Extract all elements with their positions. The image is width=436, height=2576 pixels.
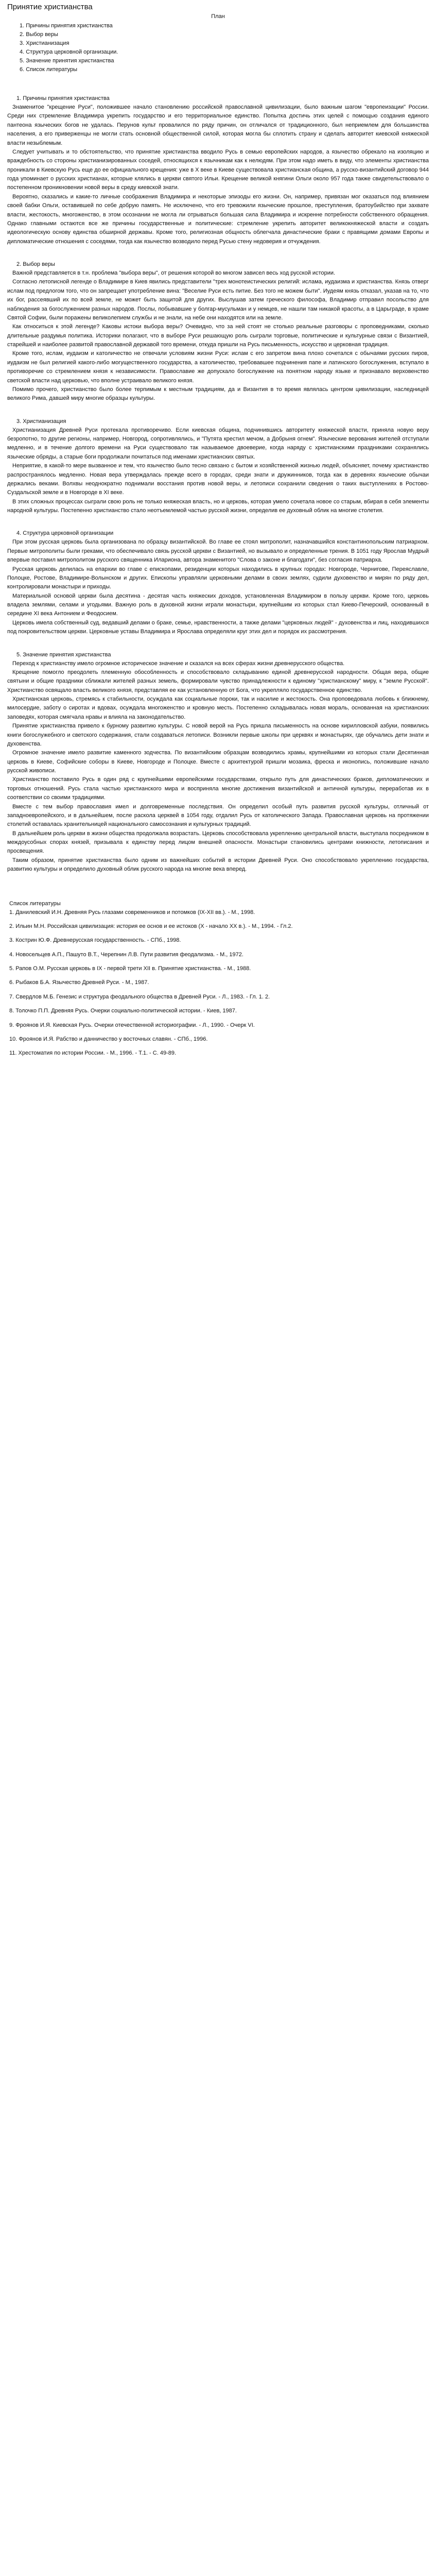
paragraph: Следует учитывать и то обстоятельство, что принятие христианства вводило Русь в семью европейских народов, а язычество обрекало на изоляцию и враждебность со стороны христианизированных соседей, относящихся к язычникам как к нелюдям. При этом надо иметь в виду, что элементы христианства проникали в Киевскую Русь еще до ее официального крещения: уже в X веке в Киеве существовала христианская община, а русско-византийский договор 944 года упоминает о русских христианах, которые клялись в церкви святого Ильи. Крещение великой княгини Ольги около 957 года также свидетельствовало о постепенном проникновении новой веры в среду киевской знати. [7, 148, 429, 191]
toc-item: 2. Выбор веры [20, 31, 58, 38]
paragraph: Христианская церковь, стремясь к стабильности, осуждала как социальные пороки, так и насилие и жестокость. Она проповедовала любовь к ближнему, милосердие, заботу о сиротах и вдовах, осуждала многоженство и кровную месть. Постепенно складывалась новая мораль, основанная на христианских заповедях, которая смягчала нравы и влияла на законодательство. [7, 696, 429, 720]
plan-heading: План [211, 13, 225, 20]
references-list [7, 908, 429, 1058]
spacer [7, 637, 429, 650]
reference-item: 9. Фроянов И.Я. Киевская Русь. Очерки отечественной историографии. - Л., 1990. - Очерк VI. [9, 1022, 255, 1028]
paragraph: Христианизация Древней Руси протекала противоречиво. Если киевская община, подчинившись авторитету княжеской власти, приняла новую веру безропотно, то другие регионы, например, Новгород, сопротивлялись, и "Путята крестил мечом, а Добрыня огнем". Языческие верования жителей отступали медленно, и в течение долгого времени на Руси существовало так называемое двоеверие, когда наряду с христианскими праздниками сохранялись языческие обряды, а старые боги продолжали почитаться под именами христианских святых. [7, 427, 429, 460]
paragraph: Церковь имела собственный суд, ведавший делами о браке, семье, нравственности, а также делами "церковных людей" - духовенства и лиц, находившихся под покровительством церкви. Церковные уставы Владимира и Ярослава определяли круг этих дел и порядок их рассмотрения. [7, 619, 429, 635]
references-title: Список литературы [9, 900, 61, 907]
document-title: Принятие христианства [7, 3, 93, 11]
reference-item: 5. Рапов О.М. Русская церковь в IX - первой трети XII в. Принятие христианства. - М., 1988. [9, 965, 251, 972]
section-heading: 2. Выбор веры [16, 261, 55, 267]
paragraph: Кроме того, ислам, иудаизм и католичество не отвечали условиям жизни Руси: ислам с его запретом вина плохо сочетался с обычаями русских пиров, иудаизм не был религией какого-либо могущественного государства, а католичество, требовавшее подчинения папе и латинского богослужения, вступало в противоречие со стремлением князя к независимости. Православие же допускало богослужение на понятном народу языке и признавало верховенство светской власти над церковью, что вполне устраивало великого князя. [7, 350, 429, 384]
paragraph: Как относиться к этой легенде? Каковы истоки выбора веры? Очевидно, что за ней стоят не столько реальные разговоры с проповедниками, сколько длительные раздумья политика. Историки полагают, что в выборе Руси решающую роль сыграли торговые, политические и культурные связи с Византией, старейшей и наиболее развитой православной державой того времени, откуда пришли на Русь письменность, искусство и церковная традиция. [7, 324, 429, 348]
paragraph: Важной представляется в т.н. проблема "выбора веры", от решения которой во многом зависел весь ход русской истории. [12, 270, 336, 276]
paragraph: Таким образом, принятие христианства было одним из важнейших событий в истории Древней Руси. Оно способствовало укреплению государства, развитию культуры и определило духовный облик русского народа на многие века вперед. [7, 857, 429, 873]
document-page [0, 0, 436, 1058]
paragraph: Неприятие, в какой-то мере вызванное и тем, что язычество было тесно связано с бытом и хозяйственной жизнью людей, объясняет, почему христианство распространялось медленно. Новая вера утверждалась прежде всего в городах, среди знати и дружинников, тогда как в деревнях языческие обычаи держались веками. Волхвы неоднократно поднимали восстания против новой веры, и летописи сохранили сведения о таких выступлениях в Ростово-Суздальской земле и в Новгороде в XI веке. [7, 463, 429, 496]
section [7, 260, 429, 403]
paragraph: В этих сложных процессах сыграли свою роль не только княжеская власть, но и церковь, которая умело сочетала новое со старым, вбирая в себя элементы народной культуры. Постепенно христианство стало неотъемлемой частью русской жизни, определив ее духовный облик на многие столетия. [7, 498, 429, 514]
paragraph: Принятие христианства привело к бурному развитию культуры. С новой верой на Русь пришла письменность на основе кирилловской азбуки, появились книги богослужебного и светского содержания, стали создаваться летописи. Возникли первые школы при церквях и монастырях, где обучались дети знати и духовенства. [7, 723, 429, 747]
reference-item: 8. Толочко П.П. Древняя Русь. Очерки социально-политической истории. - Киев, 1987. [9, 1008, 237, 1014]
section-heading: 3. Христианизация [16, 418, 66, 425]
section-heading: 5. Значение принятия христианства [16, 651, 111, 658]
toc-item: 4. Структура церковной организации. [20, 49, 118, 55]
reference-item: 2. Ильин М.Н. Российская цивилизация: история ее основ и ее истоков (X - начало XX в.). - М., 1994. - Гл.2. [9, 923, 293, 929]
toc-item: 5. Значение принятия христианства [20, 58, 114, 64]
paragraph: При этом русская церковь была организована по образцу византийской. Во главе ее стоял митрополит, назначавшийся константинопольским патриархом. Первые митрополиты были греками, что обеспечивало связь русской церкви с Византией, но вызывало и определенные трения. В 1051 году Ярослав Мудрый впервые поставил митрополитом русского священника Илариона, автора знаменитого "Слова о законе и благодати", без согласия патриарха. [7, 539, 429, 564]
section-heading: 4. Структура церковной организации [16, 530, 114, 537]
section [7, 417, 429, 516]
spacer [7, 874, 429, 899]
paragraph: Переход к христианству имело огромное историческое значение и сказался на всех сферах жизни древнерусского общества. [12, 660, 345, 667]
reference-item: 1. Данилевский И.Н. Древняя Русь глазами современников и потомков (IX-XII вв.). - М., 1998. [9, 909, 255, 916]
reference-item: 10. Фроянов И.Я. Рабство и данничество у восточных славян. - СПб., 1996. [9, 1036, 208, 1042]
paragraph: Знаменитое "крещение Руси", положившее начало становлению российской православной цивилизации, было важным шагом "европеизации" России. Среди них стремление Владимира укрепить государство и его территориальное единство. Попытка достичь этих целей с помощью создания единого пантеона языческих богов не удалась. Перунов культ провалился по ряду причин, он отличался от традиционного, был неприемлем для большинства населения, а его приверженцы не могли стать основной общественной силой, которая могла бы сплотить страну и сделать авторитет киевской княжеской власти незыблемым. [7, 104, 429, 146]
table-of-contents [7, 22, 429, 74]
paragraph: Материальной основой церкви была десятина - десятая часть княжеских доходов, установленная Владимиром в пользу церкви. Кроме того, церковь владела землями, селами и угодьями. Важную роль в духовной жизни играли монастыри, крупнейшим из которых стал Киево-Печерский, основанный в середине XI века Антонием и Феодосием. [7, 592, 429, 617]
paragraph: Огромное значение имело развитие каменного зодчества. По византийским образцам возводились храмы, крупнейшими из которых стали Десятинная церковь в Киеве, Софийские соборы в Киеве, Новгороде и Полоцке. Вместе с архитектурой пришли мозаика, фреска и иконопись, положившие начало русской живописи. [7, 750, 429, 774]
toc-item: 6. Список литературы [20, 66, 78, 73]
paragraph: В дальнейшем роль церкви в жизни общества продолжала возрастать. Церковь способствовала укреплению центральной власти, выступала посредником в междоусобных спорах князей, призывала к единству перед лицом внешней опасности. Монастыри становились центрами книжности, летописания и просвещения. [7, 830, 429, 855]
reference-item: 7. Свердлов М.Б. Генезис и структура феодального общества в Древней Руси. - Л., 1983. - Гл. 1. 2. [9, 993, 270, 1000]
paragraph: Крещение помогло преодолеть племенную обособленность и способствовало складыванию единой древнерусской народности. Общая вера, общие святыни и общие праздники сближали жителей разных земель, формировали чувство принадлежности к единому "христианскому" миру, к "земле Русской". Христианство освящало власть великого князя, представляя ее как установленную от Бога, что укрепляло государственное единство. [7, 669, 429, 693]
section [7, 94, 429, 246]
spacer [7, 515, 429, 529]
section [7, 650, 429, 874]
spacer [7, 246, 429, 260]
paragraph: Вероятно, сказались и какие-то личные соображения Владимира и некоторые эпизоды его жизни. Он, например, привязан мог оказаться под влиянием своей бабки Ольги, оставившей по себе добрую память. Не исключено, что его тревожили языческие прошлое, преступления, братоубийство при захвате власти, жестокость, многоженство, в этом осознании не могла ли отрываться большая сила Владимира и искренне потребности собственного обращения. Однако главными остаются все же причины государственные и политические: стремление укрепить авторитет великокняжеской власти и создать идеологическую основу единства обширной державы. Кроме того, религиозная общность облегчала династические браки с правящими домами Европы и дипломатические отношения с соседями, тогда как язычество возводило перед Русью стену недоверия и отчуждения. [7, 193, 429, 245]
toc-item: 3. Христианизация [20, 40, 69, 46]
paragraph: Христианство поставило Русь в один ряд с крупнейшими европейскими государствами, открыло путь для династических браков, дипломатических и торговых отношений. Русь стала частью христианского мира и восприняла многие достижения византийской и античной культуры, переработав их в соответствии со своими традициями. [7, 776, 429, 801]
section [7, 529, 429, 636]
toc-item: 1. Причины принятия христианства [20, 23, 113, 29]
paragraph: Русская церковь делилась на епархии во главе с епископами, резиденции которых находились в крупных городах: Новгороде, Чернигове, Переяславле, Полоцке, Ростове, Владимире-Волынском и других. Епископы управляли церковными делами в своих землях, судили духовенство и мирян по ряду дел, контролировали монастыри и приходы. [7, 566, 429, 590]
paragraph: Помимо прочего, христианство было более терпимым к местным традициям, да и Византия в то время являлась центром цивилизации, наследницей великого Рима, давшей миру многие образцы культуры. [7, 386, 429, 402]
reference-item: 11. Хрестоматия по истории России. - М., 1996. - Т.1. - С. 49-89. [9, 1050, 177, 1057]
spacer [7, 74, 429, 94]
sections-container [7, 94, 429, 874]
spacer [7, 403, 429, 417]
reference-item: 3. Кострин Ю.Ф. Древнерусская государственность. - СПб., 1998. [9, 937, 181, 944]
paragraph: Вместе с тем выбор православия имел и долговременные последствия. Он определил особый путь развития русской культуры, отличный от западноевропейского, и в дальнейшем, после раскола церквей в 1054 году, отдалил Русь от католического Запада. Православная церковь на протяжении столетий оставалась хранительницей национального самосознания и культурных традиций. [7, 803, 429, 828]
section-heading: 1. Причины принятия христианства [16, 95, 110, 101]
reference-item: 6. Рыбаков Б.А. Язычество Древней Руси. - М., 1987. [9, 979, 149, 986]
paragraph: Согласно летописной легенде о Владимире в Киев явились представители "трех монотеистических религий: ислама, иудаизма и христианства. Князь отверг ислам под предлогом того, что он запрещает употребление вина: "Веселие Руси есть питие. Без того не можем быти". Иудеям князь отказал, указав на то, что их бог, рассеявший их по всей земле, не может быть защитой для других. Выслушав затем греческого философа, Владимир отправил посольство для наблюдения за богослужением разных народов. Послы, побывавшие у болгар-мусульман и у немцев, не нашли там никакой красоты, а в Царьграде, в храме Святой Софии, были поражены великолепием службы и не знали, на небе они находятся или на земле. [7, 279, 429, 321]
reference-item: 4. Новосельцев А.П., Пашуто В.Т., Черепнин Л.В. Пути развития феодализма. - М., 1972. [9, 951, 243, 958]
